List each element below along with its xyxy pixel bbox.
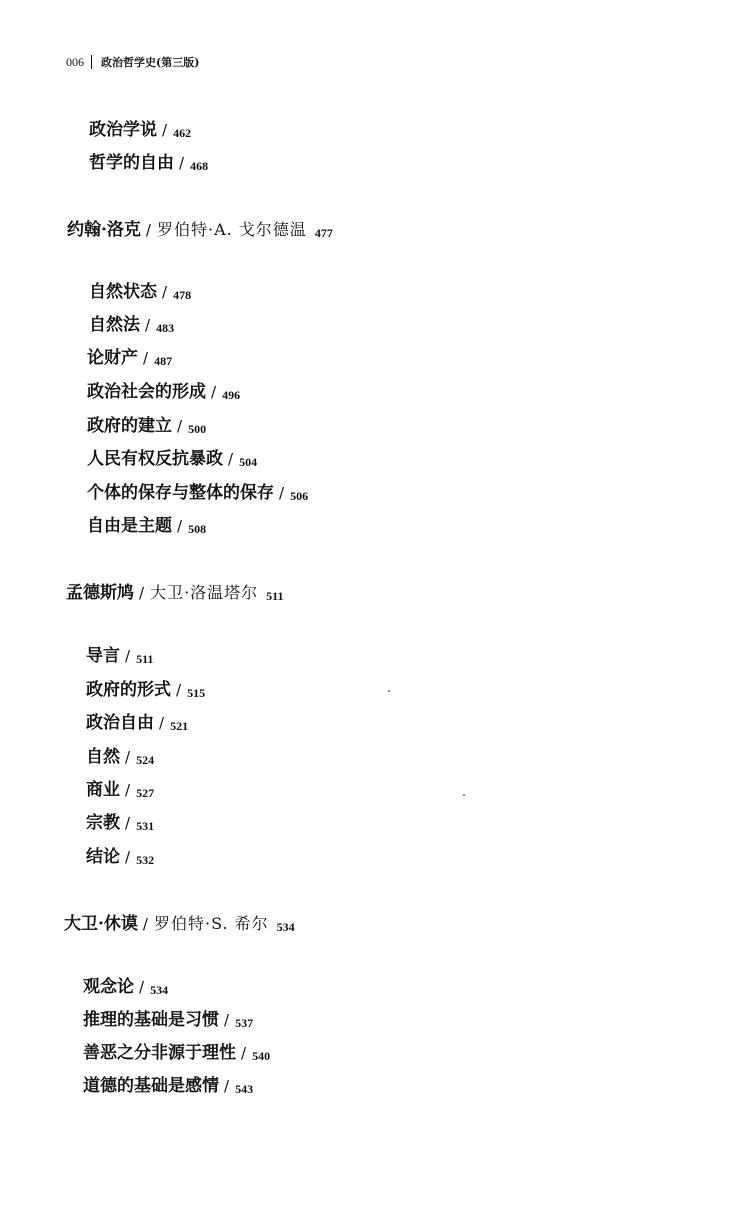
- separator-slash: /: [139, 584, 145, 602]
- entry-page: 462: [173, 126, 192, 140]
- separator-slash: /: [125, 748, 131, 766]
- toc-entry[interactable]: [87, 516, 206, 537]
- entry-page: 534: [150, 983, 169, 997]
- entry-title: 善恶之分非源于理性: [83, 1043, 236, 1063]
- toc-entry[interactable]: [83, 1010, 253, 1031]
- entry-page: 506: [290, 489, 309, 503]
- toc-entry[interactable]: [87, 449, 257, 470]
- entry-page: 532: [136, 853, 155, 867]
- entry-page: 468: [190, 159, 209, 173]
- separator-slash: /: [125, 814, 131, 832]
- toc-chapter[interactable]: [67, 220, 333, 241]
- toc-entry[interactable]: [87, 382, 240, 403]
- entry-page: 511: [136, 652, 154, 666]
- separator-slash: /: [279, 484, 285, 502]
- chapter-page: 477: [314, 226, 333, 240]
- entry-title: 道德的基础是感情: [83, 1076, 219, 1096]
- entry-page: 496: [222, 388, 241, 402]
- chapter-title: 约翰·洛克: [67, 220, 141, 240]
- toc-entry[interactable]: [86, 680, 205, 701]
- entry-title: 自然法: [89, 315, 140, 335]
- separator-slash: /: [162, 121, 168, 139]
- entry-page: 521: [170, 719, 189, 733]
- running-header: [66, 54, 199, 70]
- separator-slash: /: [143, 349, 149, 367]
- separator-slash: /: [176, 681, 182, 699]
- entry-title: 政治社会的形成: [87, 382, 206, 402]
- separator-slash: /: [125, 647, 131, 665]
- separator-slash: /: [125, 848, 131, 866]
- entry-title: 政府的形式: [86, 680, 171, 700]
- entry-page: 527: [136, 786, 155, 800]
- entry-page: 500: [188, 422, 207, 436]
- entry-page: 543: [235, 1082, 254, 1096]
- entry-title: 导言: [86, 646, 120, 666]
- toc-entry[interactable]: [83, 1043, 270, 1064]
- toc-entry[interactable]: [87, 483, 308, 504]
- entry-title: 自然状态: [89, 282, 157, 302]
- toc-entry[interactable]: [86, 646, 153, 667]
- separator-slash: /: [224, 1077, 230, 1095]
- entry-title: 自然: [86, 747, 120, 767]
- separator-slash: /: [142, 915, 148, 933]
- entry-title: 推理的基础是习惯: [83, 1010, 219, 1030]
- entry-page: 524: [136, 753, 155, 767]
- entry-title: 观念论: [83, 977, 134, 997]
- entry-title: 人民有权反抗暴政: [87, 449, 223, 469]
- separator-slash: /: [241, 1044, 247, 1062]
- separator-slash: /: [145, 221, 151, 239]
- separator-slash: /: [224, 1011, 230, 1029]
- entry-page: 483: [156, 321, 175, 335]
- entry-title: 政治学说: [89, 120, 157, 140]
- toc-entry[interactable]: [83, 1076, 253, 1097]
- chapter-author: 罗伯特·A. 戈尔德温: [156, 220, 307, 239]
- separator-slash: /: [125, 781, 131, 799]
- entry-title: 宗教: [86, 813, 120, 833]
- header-divider: [91, 55, 92, 69]
- entry-title: 政府的建立: [87, 416, 172, 436]
- chapter-author: 罗伯特·S. 希尔: [153, 914, 269, 933]
- entry-title: 政治自由: [86, 713, 154, 733]
- entry-title: 个体的保存与整体的保存: [87, 483, 274, 503]
- entry-title: 自由是主题: [87, 516, 172, 536]
- entry-page: 508: [188, 522, 207, 536]
- chapter-title: 孟德斯鸠: [66, 583, 134, 603]
- page-number: 006: [66, 54, 84, 69]
- toc-entry[interactable]: [86, 813, 154, 834]
- entry-title: 商业: [86, 780, 120, 800]
- entry-title: 论财产: [87, 348, 138, 368]
- separator-slash: /: [159, 714, 165, 732]
- entry-page: 531: [136, 819, 155, 833]
- scan-speck: [463, 794, 465, 796]
- toc-entry[interactable]: [87, 348, 172, 369]
- separator-slash: /: [177, 417, 183, 435]
- toc-entry[interactable]: [89, 120, 191, 141]
- toc-entry[interactable]: [89, 153, 208, 174]
- toc-entry[interactable]: [89, 315, 174, 336]
- entry-page: 540: [252, 1049, 271, 1063]
- toc-entry[interactable]: [86, 847, 154, 868]
- entry-page: 478: [173, 288, 192, 302]
- toc-entry[interactable]: [86, 780, 154, 801]
- entry-page: 515: [187, 686, 206, 700]
- separator-slash: /: [179, 154, 185, 172]
- entry-page: 537: [235, 1016, 254, 1030]
- entry-title: 哲学的自由: [89, 153, 174, 173]
- separator-slash: /: [177, 517, 183, 535]
- toc-entry[interactable]: [86, 747, 154, 768]
- separator-slash: /: [211, 383, 217, 401]
- toc-entry[interactable]: [83, 977, 168, 998]
- entry-page: 487: [154, 354, 173, 368]
- chapter-title: 大卫·休谟: [64, 914, 138, 934]
- toc-entry[interactable]: [86, 713, 188, 734]
- chapter-page: 511: [266, 589, 284, 603]
- toc-entry[interactable]: [87, 416, 206, 437]
- toc-chapter[interactable]: [66, 583, 284, 604]
- chapter-author: 大卫·洛温塔尔: [150, 583, 259, 602]
- entry-title: 结论: [86, 847, 120, 867]
- chapter-page: 534: [276, 920, 295, 934]
- separator-slash: /: [145, 316, 151, 334]
- entry-page: 504: [239, 455, 258, 469]
- separator-slash: /: [162, 283, 168, 301]
- separator-slash: /: [228, 450, 234, 468]
- separator-slash: /: [139, 978, 145, 996]
- toc-chapter[interactable]: [64, 914, 295, 935]
- book-title: 政治哲学史(第三版): [101, 56, 200, 69]
- toc-entry[interactable]: [89, 282, 191, 303]
- scan-speck: [388, 690, 390, 692]
